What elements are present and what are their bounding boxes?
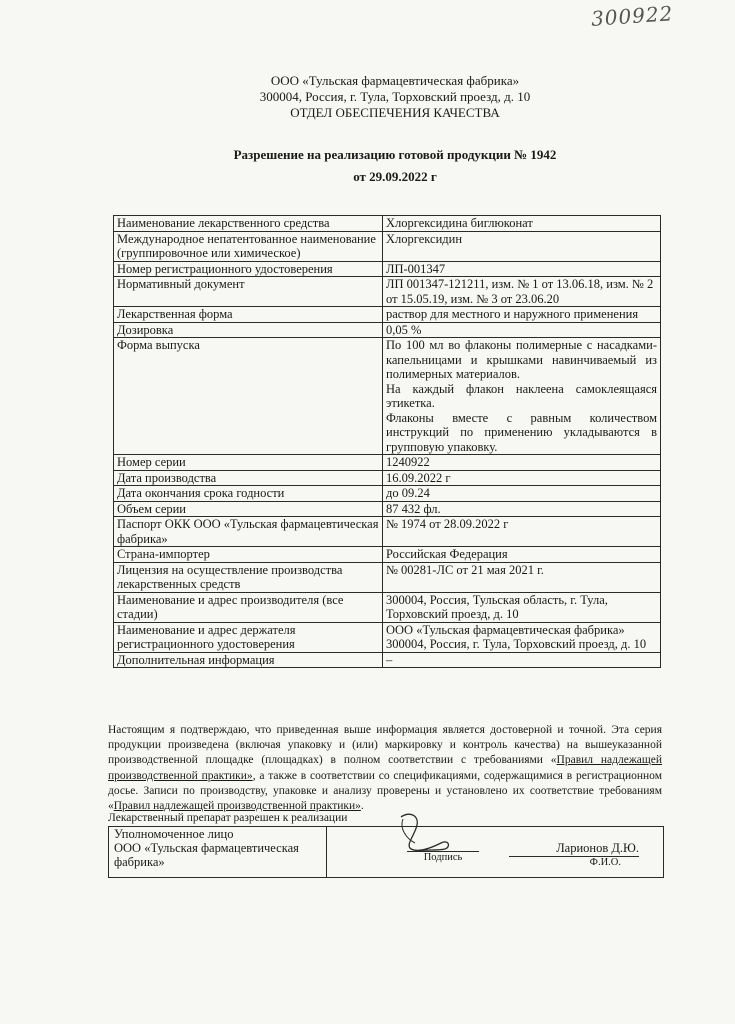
gmp-reference: Правил надлежащей производственной практики» <box>113 800 361 813</box>
row-value: № 00281-ЛС от 21 мая 2021 г. <box>383 562 661 592</box>
department-name: ОТДЕЛ ОБЕСПЕЧЕНИЯ КАЧЕСТВА <box>290 105 500 120</box>
table-row <box>114 501 661 517</box>
release-form-line: По 100 мл во флаконы полимерные с насадками-капельницами и крышками навинчиваемый из полимерных материалов. <box>386 338 657 381</box>
row-label: Лицензия на осуществление производства лекарственных средств <box>114 562 383 592</box>
table-row <box>114 486 661 502</box>
document-header <box>0 73 735 121</box>
row-value: Российская Федерация <box>383 547 661 563</box>
row-label: Наименование и адрес держателя регистрационного удостоверения <box>114 622 383 652</box>
table-row <box>114 322 661 338</box>
row-value: 87 432 фл. <box>383 501 661 517</box>
row-label: Номер регистрационного удостоверения <box>114 261 383 277</box>
row-label: Паспорт ОКК ООО «Тульская фармацевтическая фабрика» <box>114 517 383 547</box>
statement-text: Настоящим я подтверждаю, что приведенная выше информация является достоверной и точной. Эта серия продукции произведена (включая упаковку и (или) маркировку и контроль качества) на вышеуказанной производственной площадке (площадках) в полном соответствии с требованиями « <box>108 724 662 767</box>
table-row <box>114 592 661 622</box>
table-row <box>114 517 661 547</box>
row-value: – <box>383 652 661 668</box>
row-value: до 09.24 <box>383 486 661 502</box>
row-label: Наименование и адрес производителя (все стадии) <box>114 592 383 622</box>
row-value: № 1974 от 28.09.2022 г <box>383 517 661 547</box>
release-permission: Лекарственный препарат разрешен к реализации <box>108 812 348 824</box>
document-title: Разрешение на реализацию готовой продукции № 1942 <box>233 147 557 162</box>
table-row <box>114 307 661 323</box>
table-row <box>114 216 661 232</box>
table-row <box>114 455 661 471</box>
confirmation-statement <box>108 723 662 814</box>
row-label: Международное непатентованное наименование (группировочное или химическое) <box>114 231 383 261</box>
statement-text: , а также в соответствии со спецификациями, содержащимися в регистрационном досье. Записи по производству, упаковке и анализу проверены и установлено их соответствие требованиям « <box>108 769 662 813</box>
row-value: Хлоргексидина биглюконат <box>383 216 661 232</box>
row-label: Дата окончания срока годности <box>114 486 383 502</box>
table-row <box>114 622 661 652</box>
signature-block <box>108 826 664 878</box>
row-label: Объем серии <box>114 501 383 517</box>
row-value: Хлоргексидин <box>383 231 661 261</box>
table-row <box>114 562 661 592</box>
row-value: 0,05 % <box>383 322 661 338</box>
row-value: ООО «Тульская фармацевтическая фабрика» 300004, Россия, г. Тула, Торховский проезд, д. 10 <box>383 622 661 652</box>
row-value: 300004, Россия, Тульская область, г. Тула, Торховский проезд, д. 10 <box>383 592 661 622</box>
row-value: ЛП-001347 <box>383 261 661 277</box>
row-value: 1240922 <box>383 455 661 471</box>
table-row <box>114 652 661 668</box>
handwritten-number: 300922 <box>589 1 674 31</box>
role-title: Уполномоченное лицо <box>114 827 234 841</box>
table-row <box>114 470 661 486</box>
row-value: раствор для местного и наружного применения <box>383 307 661 323</box>
company-name: ООО «Тульская фармацевтическая фабрика» <box>270 73 520 88</box>
row-label: Лекарственная форма <box>114 307 383 323</box>
document-date: от 29.09.2022 г <box>353 169 437 184</box>
authorized-person <box>109 827 327 877</box>
row-label: Форма выпуска <box>114 338 383 455</box>
row-label: Дозировка <box>114 322 383 338</box>
row-value: 16.09.2022 г <box>383 470 661 486</box>
signatory-name: Ларионов Д.Ю. <box>509 841 639 857</box>
row-label: Страна-импортер <box>114 547 383 563</box>
row-label: Дата производства <box>114 470 383 486</box>
statement-text: . <box>360 800 364 813</box>
table-row <box>114 277 661 307</box>
table-row <box>114 231 661 261</box>
company-address: 300004, Россия, г. Тула, Торховский проезд, д. 10 <box>259 89 531 104</box>
row-label: Нормативный документ <box>114 277 383 307</box>
signature-caption: Подпись <box>407 851 479 863</box>
table-row <box>114 547 661 563</box>
signatory <box>509 841 639 868</box>
row-label: Наименование лекарственного средства <box>114 216 383 232</box>
release-form-line: Флаконы вместе с равным количеством инструкций по применению укладываются в групповую упаковку. <box>386 410 657 454</box>
role-company: ООО «Тульская фармацевтическая фабрика» <box>114 841 299 869</box>
row-value: ЛП 001347-121211, изм. № 1 от 13.06.18, изм. № 2 от 15.05.19, изм. № 3 от 23.06.20 <box>383 277 661 307</box>
product-info-table <box>113 215 661 668</box>
release-form-line: На каждый флакон наклеена самоклеящаяся этикетка. <box>386 381 657 410</box>
table-row <box>114 261 661 277</box>
row-label: Дополнительная информация <box>114 652 383 668</box>
name-caption: Ф.И.О. <box>589 857 621 868</box>
row-value <box>383 338 661 455</box>
table-row <box>114 338 661 455</box>
row-label: Номер серии <box>114 455 383 471</box>
gmp-reference: Правил надлежащей производственной практики» <box>108 754 662 782</box>
